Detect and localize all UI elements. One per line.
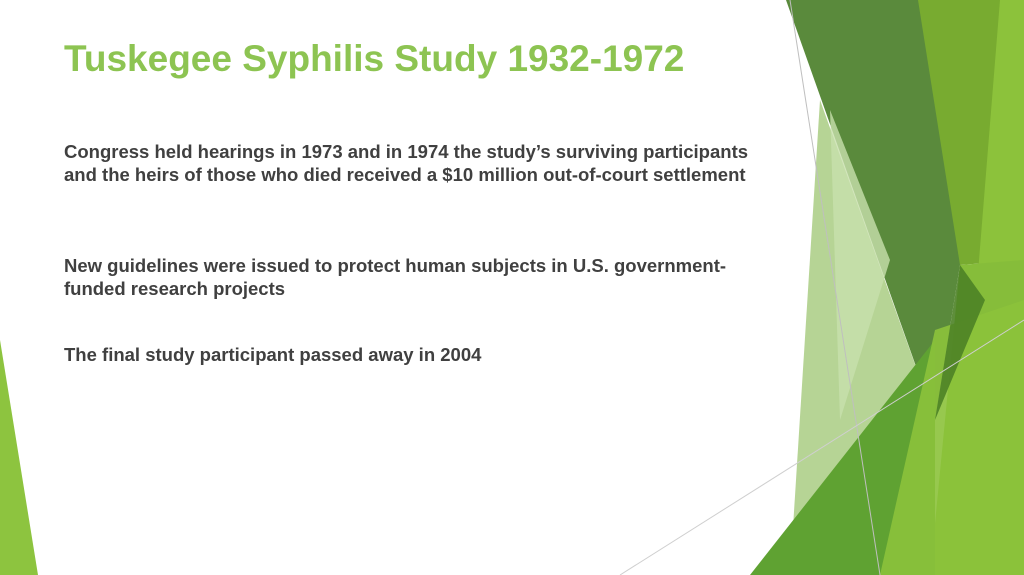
left-edge-shape — [0, 340, 38, 575]
bullet-item-guidelines: New guidelines were issued to protect human subjects in U.S. government-funded research projects — [64, 255, 727, 299]
bullet-item-final-participant: The final study participant passed away in 2004 — [64, 344, 482, 365]
slide-title: Tuskegee Syphilis Study 1932-1972 — [64, 38, 685, 79]
bullet-item-settlement: Congress held hearings in 1973 and in 1974 the study’s surviving participants and the heirs of those who died received a $10 million out-of-court settlement — [64, 141, 749, 185]
